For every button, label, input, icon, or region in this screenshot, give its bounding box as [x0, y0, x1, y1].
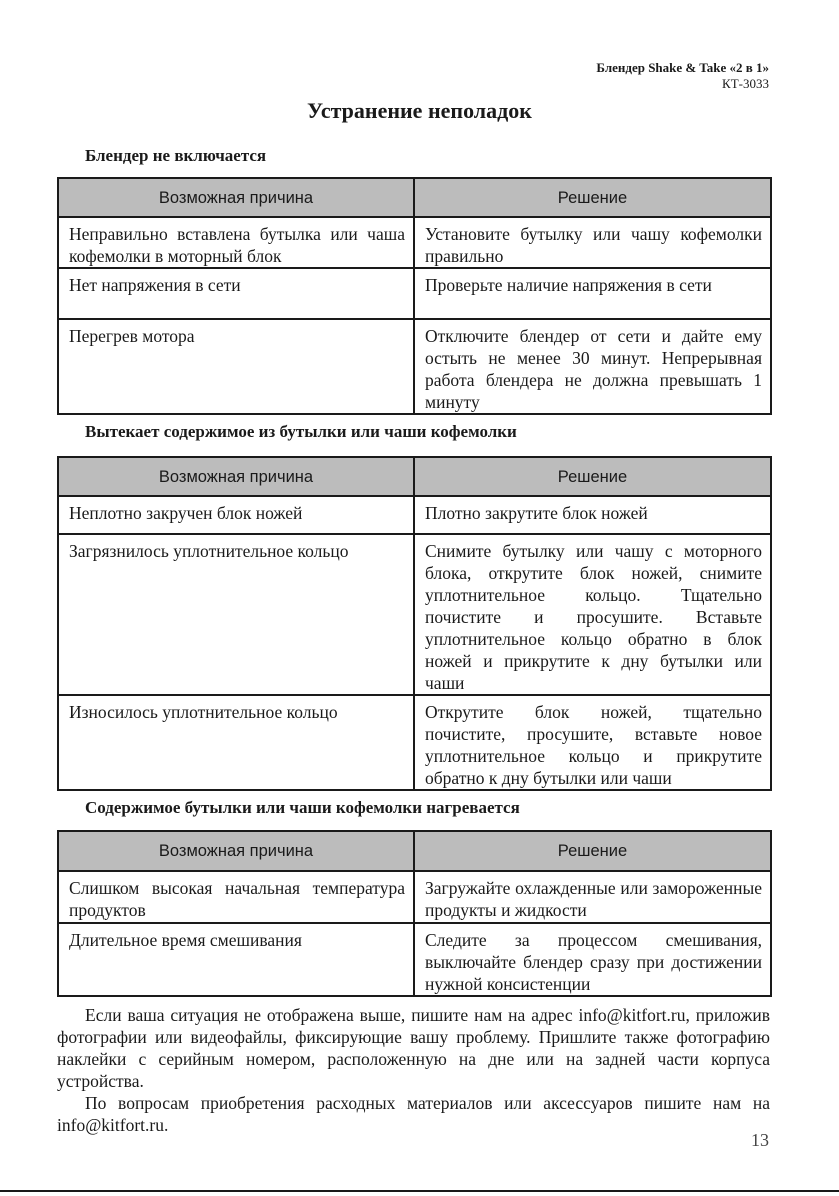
solution-cell: Плотно закрутите блок ножей: [414, 496, 771, 534]
table-row: [58, 268, 771, 319]
solution-cell: Установите бутылку или чашу кофемолки правильно: [414, 217, 771, 268]
cause-cell: Неплотно закручен блок ножей: [58, 496, 414, 534]
product-name: Блендер Shake & Take «2 в 1»: [596, 60, 769, 75]
column-header-cause: Возможная причина: [58, 178, 414, 217]
column-header-solution: Решение: [414, 831, 771, 871]
solution-cell: Отключите блендер от сети и дайте ему остыть не менее 30 минут. Непрерывная работа блендера не должна превышать 1 минуту: [414, 319, 771, 414]
cause-cell: Перегрев мотора: [58, 319, 414, 414]
solution-cell: Загружайте охлажденные или замороженные продукты и жидкости: [414, 871, 771, 923]
contact-paragraph: Если ваша ситуация не отображена выше, пишите нам на адрес info@kitfort.ru, приложив фотографии или видеофайлы, фиксирующие вашу проблему. Пришлите также фотографию наклейки с серийным номером, расположенную на дне или на задней части корпуса устройства.: [57, 1005, 770, 1091]
table-row: [58, 695, 771, 790]
solution-cell: Снимите бутылку или чашу с моторного блока, открутите блок ножей, снимите уплотнительное кольцо. Тщательно почистите и просушите. Вставьте уплотнительное кольцо обратно в блок ножей и прикрутите к дну бутылки или чаши: [414, 534, 771, 695]
cause-cell: Нет напряжения в сети: [58, 268, 414, 319]
troubleshooting-table-leaking: [57, 456, 772, 791]
page-title: Устранение неполадок: [307, 98, 532, 123]
table-row: [58, 923, 771, 996]
column-header-cause: Возможная причина: [58, 457, 414, 496]
table-row: [58, 217, 771, 268]
column-header-cause: Возможная причина: [58, 831, 414, 871]
document-header: [596, 60, 769, 92]
cause-cell: Загрязнилось уплотнительное кольцо: [58, 534, 414, 695]
section-heading-not-turning-on: Блендер не включается: [85, 146, 267, 165]
table-row: [58, 496, 771, 534]
section-heading-leaking: Вытекает содержимое из бутылки или чаши кофемолки: [85, 422, 517, 441]
cause-cell: Длительное время смешивания: [58, 923, 414, 996]
cause-cell: Износилось уплотнительное кольцо: [58, 695, 414, 790]
cause-cell: Слишком высокая начальная температура продуктов: [58, 871, 414, 923]
cause-cell: Неправильно вставлена бутылка или чаша кофемолки в моторный блок: [58, 217, 414, 268]
section-heading-heating: Содержимое бутылки или чаши кофемолки нагревается: [85, 798, 520, 817]
table-row: [58, 871, 771, 923]
solution-cell: Проверьте наличие напряжения в сети: [414, 268, 771, 319]
troubleshooting-table-not-turning-on: [57, 177, 772, 415]
page-bottom-rule: [0, 1190, 839, 1192]
solution-cell: Следите за процессом смешивания, выключайте блендер сразу при достижении нужной консистенции: [414, 923, 771, 996]
solution-cell: Открутите блок ножей, тщательно почистите, просушите, вставьте новое уплотнительное кольцо и прикрутите обратно к дну бутылки или чаши: [414, 695, 771, 790]
column-header-solution: Решение: [414, 178, 771, 217]
model-number: КТ-3033: [722, 76, 769, 91]
page-number: 13: [751, 1130, 769, 1150]
table-row: [58, 319, 771, 414]
column-header-solution: Решение: [414, 457, 771, 496]
accessories-paragraph: По вопросам приобретения расходных материалов или аксессуаров пишите нам на info@kitfort.ru.: [57, 1093, 770, 1135]
table-row: [58, 534, 771, 695]
troubleshooting-table-heating: [57, 830, 772, 997]
